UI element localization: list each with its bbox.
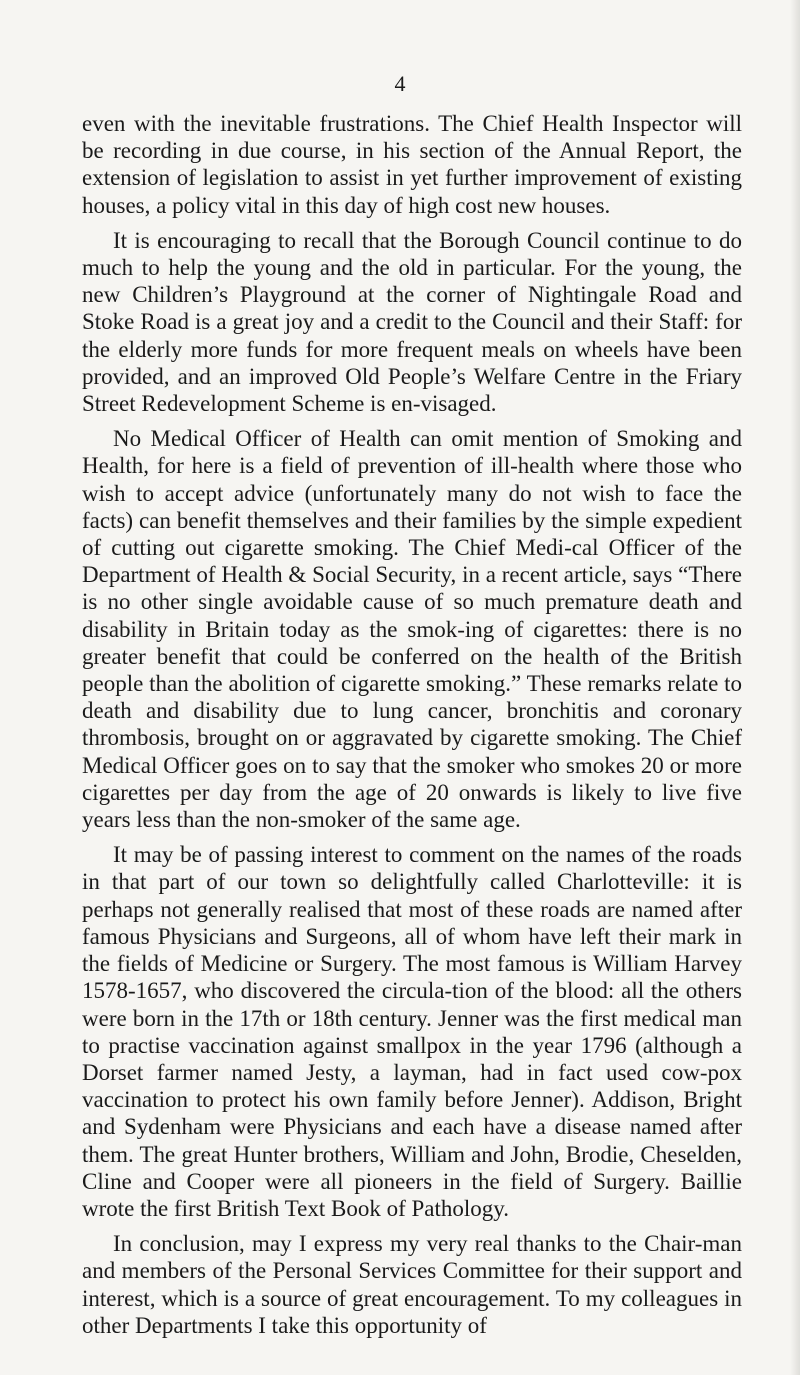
body-text — [82, 110, 742, 1347]
paragraph-conclusion: In conclusion, may I express my very real thanks to the Chair-man and members of the Personal Services Committee for their support and interest, which is a source of great encouragement. To my colleagues in other Departments I take this opportunity of — [82, 1231, 742, 1338]
paragraph-charlotteville-roads: It may be of passing interest to comment on the names of the roads in that part of our town so delightfully called Charlotteville: it is perhaps not generally realised that most of these roads are named after famous Physicians and Surgeons, all of whom have left their mark in the fields of Medicine or Surgery. The most famous is William Harvey 1578-1657, who discovered the circula-tion of the blood: all the others were born in the 17th or 18th century. Jenner was the first medical man to practise vaccination against smallpox in the year 1796 (although a Dorset farmer named Jesty, a layman, had in fact used cow-pox vaccination to protect his own family before Jenner). Addison, Bright and Sydenham were Physicians and each have a disease named after them. The great Hunter brothers, William and John, Brodie, Cheselden, Cline and Cooper were all pioneers in the field of Surgery. Baillie wrote the first British Text Book of Pathology. — [82, 842, 742, 1221]
paragraph-smoking-and-health: No Medical Officer of Health can omit mention of Smoking and Health, for here is a field of prevention of ill-health where those who wish to accept advice (unfortunately many do not wish to face the facts) can benefit themselves and their families by the simple expedient of cutting out cigarette smoking. The Chief Medi-cal Officer of the Department of Health & Social Security, in a recent article, says “There is no other single avoidable cause of so much premature death and disability in Britain today as the smok-ing of cigarettes: there is no greater benefit that could be conferred on the health of the British people than the abolition of cigarette smoking.” These remarks relate to death and disability due to lung cancer, bronchitis and coronary thrombosis, brought on or aggravated by cigarette smoking. The Chief Medical Officer goes on to say that the smoker who smokes 20 or more cigarettes per day from the age of 20 onwards is likely to live five years less than the non-smoker of the same age. — [82, 426, 742, 833]
paragraph-housing-continuation: even with the inevitable frustrations. The Chief Health Inspector will be recording in due course, in his section of the Annual Report, the extension of legislation to assist in yet further improvement of existing houses, a policy vital in this day of high cost new houses. — [82, 111, 742, 218]
page-number: 4 — [394, 71, 406, 96]
paragraph-borough-council: It is encouraging to recall that the Borough Council continue to do much to help the young and the old in particular. For the young, the new Children’s Playground at the corner of Nightingale Road and Stoke Road is a great joy and a credit to the Council and their Staff: for the elderly more funds for more frequent meals on wheels have been provided, and an improved Old People’s Welfare Centre in the Friary Street Redevelopment Scheme is en-visaged. — [82, 227, 742, 417]
page-edge-shadow — [790, 0, 800, 1375]
